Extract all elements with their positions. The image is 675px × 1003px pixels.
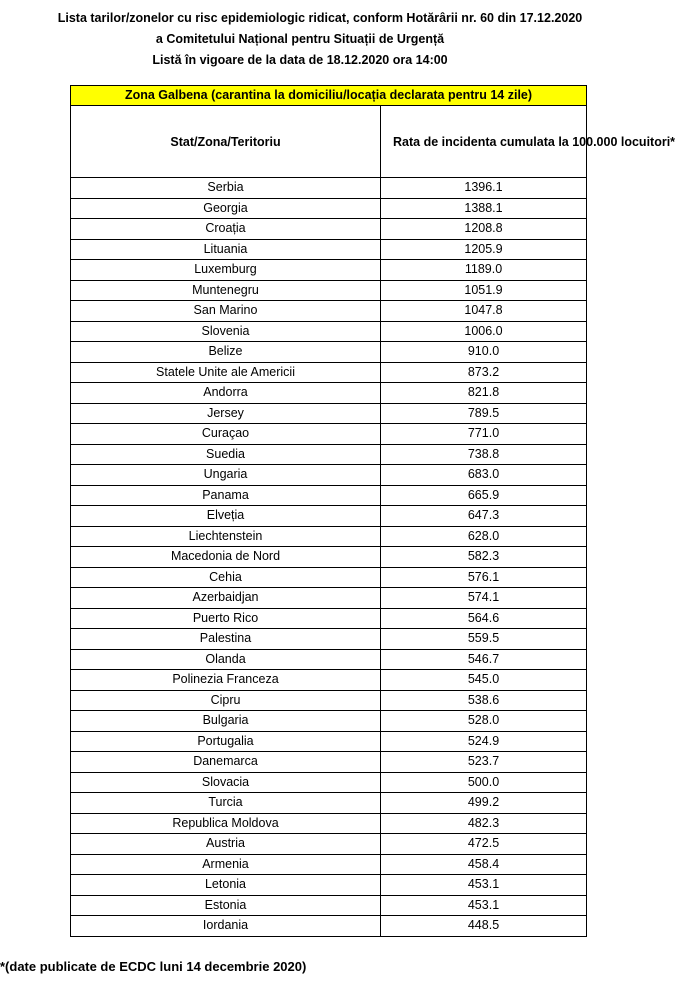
rate-cell: 499.2 [381, 793, 587, 814]
table-row [71, 629, 587, 650]
table-row [71, 793, 587, 814]
rate-cell: 528.0 [381, 711, 587, 732]
country-cell: Belize [71, 342, 381, 363]
country-cell: Slovacia [71, 772, 381, 793]
table-row [71, 362, 587, 383]
country-cell: Slovenia [71, 321, 381, 342]
rate-cell: 582.3 [381, 547, 587, 568]
table-row [71, 752, 587, 773]
country-cell: Macedonia de Nord [71, 547, 381, 568]
table-row [71, 834, 587, 855]
table-row [71, 670, 587, 691]
table-row [71, 854, 587, 875]
table-row [71, 219, 587, 240]
rate-cell: 448.5 [381, 916, 587, 937]
rate-cell: 738.8 [381, 444, 587, 465]
rate-cell: 482.3 [381, 813, 587, 834]
country-cell: Cipru [71, 690, 381, 711]
country-cell: Lituania [71, 239, 381, 260]
risk-zone-table [70, 85, 675, 937]
table-row [71, 301, 587, 322]
country-cell: Iordania [71, 916, 381, 937]
table-row [71, 485, 587, 506]
country-cell: Bulgaria [71, 711, 381, 732]
rate-cell: 472.5 [381, 834, 587, 855]
rate-cell: 628.0 [381, 526, 587, 547]
country-cell: Liechtenstein [71, 526, 381, 547]
rate-cell: 500.0 [381, 772, 587, 793]
table-row [71, 690, 587, 711]
column-header-rate: Rata de incidenta cumulata la 100.000 locuitori* [381, 106, 587, 178]
country-cell: Georgia [71, 198, 381, 219]
rate-cell: 458.4 [381, 854, 587, 875]
rate-cell: 564.6 [381, 608, 587, 629]
table-body [71, 178, 587, 937]
rate-cell: 559.5 [381, 629, 587, 650]
rate-cell: 523.7 [381, 752, 587, 773]
table-row [71, 444, 587, 465]
country-cell: Estonia [71, 895, 381, 916]
country-cell: Jersey [71, 403, 381, 424]
country-cell: Puerto Rico [71, 608, 381, 629]
country-cell: Turcia [71, 793, 381, 814]
table-row [71, 260, 587, 281]
rate-cell: 647.3 [381, 506, 587, 527]
rate-cell: 576.1 [381, 567, 587, 588]
rate-cell: 1388.1 [381, 198, 587, 219]
country-cell: Azerbaidjan [71, 588, 381, 609]
country-cell: Palestina [71, 629, 381, 650]
table-row [71, 547, 587, 568]
country-cell: Olanda [71, 649, 381, 670]
country-cell: Panama [71, 485, 381, 506]
rate-cell: 1208.8 [381, 219, 587, 240]
rate-cell: 789.5 [381, 403, 587, 424]
country-cell: Polinezia Franceza [71, 670, 381, 691]
table-row [71, 772, 587, 793]
rate-cell: 538.6 [381, 690, 587, 711]
country-cell: Elveția [71, 506, 381, 527]
rate-cell: 453.1 [381, 875, 587, 896]
table-row [71, 198, 587, 219]
country-cell: Republica Moldova [71, 813, 381, 834]
table-row [71, 506, 587, 527]
rate-cell: 910.0 [381, 342, 587, 363]
rate-cell: 1396.1 [381, 178, 587, 199]
table-row [71, 567, 587, 588]
table-row [71, 424, 587, 445]
country-cell: Serbia [71, 178, 381, 199]
table-row [71, 588, 587, 609]
table-row [71, 239, 587, 260]
country-cell: Andorra [71, 383, 381, 404]
rate-cell: 574.1 [381, 588, 587, 609]
country-cell: San Marino [71, 301, 381, 322]
rate-cell: 873.2 [381, 362, 587, 383]
table-row [71, 875, 587, 896]
table-row [71, 383, 587, 404]
rate-cell: 1205.9 [381, 239, 587, 260]
country-cell: Muntenegru [71, 280, 381, 301]
country-cell: Croația [71, 219, 381, 240]
table-row [71, 649, 587, 670]
country-cell: Letonia [71, 875, 381, 896]
table-row [71, 711, 587, 732]
rate-cell: 546.7 [381, 649, 587, 670]
country-cell: Curaçao [71, 424, 381, 445]
header-line-2: a Comitetului Național pentru Situații de Urgență [155, 32, 445, 46]
column-header-country: Stat/Zona/Teritoriu [71, 106, 381, 178]
table-row [71, 731, 587, 752]
country-cell: Luxemburg [71, 260, 381, 281]
rate-cell: 1051.9 [381, 280, 587, 301]
rate-cell: 665.9 [381, 485, 587, 506]
rate-cell: 771.0 [381, 424, 587, 445]
document-header [0, 8, 600, 71]
country-cell: Statele Unite ale Americii [71, 362, 381, 383]
table-row [71, 526, 587, 547]
table-row [71, 895, 587, 916]
country-cell: Portugalia [71, 731, 381, 752]
rate-cell: 453.1 [381, 895, 587, 916]
header-line-3: Listă în vigoare de la data de 18.12.2020 ora 14:00 [152, 53, 448, 67]
table-row [71, 280, 587, 301]
rate-cell: 1006.0 [381, 321, 587, 342]
rate-cell: 1189.0 [381, 260, 587, 281]
country-cell: Cehia [71, 567, 381, 588]
table-row [71, 813, 587, 834]
header-line-1: Lista tarilor/zonelor cu risc epidemiologic ridicat, conform Hotărârii nr. 60 din 17.12.2020 [57, 11, 583, 25]
rate-cell: 545.0 [381, 670, 587, 691]
table-row [71, 916, 587, 937]
country-cell: Ungaria [71, 465, 381, 486]
rate-cell: 683.0 [381, 465, 587, 486]
country-cell: Suedia [71, 444, 381, 465]
rate-cell: 821.8 [381, 383, 587, 404]
country-cell: Austria [71, 834, 381, 855]
rate-cell: 524.9 [381, 731, 587, 752]
table-row [71, 465, 587, 486]
country-cell: Armenia [71, 854, 381, 875]
footnote: *(date publicate de ECDC luni 14 decembrie 2020) [0, 959, 307, 974]
zone-title: Zona Galbena (carantina la domiciliu/locația declarata pentru 14 zile) [71, 86, 587, 106]
table-row [71, 321, 587, 342]
table-row [71, 403, 587, 424]
table-row [71, 342, 587, 363]
table-row [71, 608, 587, 629]
table-row [71, 178, 587, 199]
country-cell: Danemarca [71, 752, 381, 773]
rate-cell: 1047.8 [381, 301, 587, 322]
